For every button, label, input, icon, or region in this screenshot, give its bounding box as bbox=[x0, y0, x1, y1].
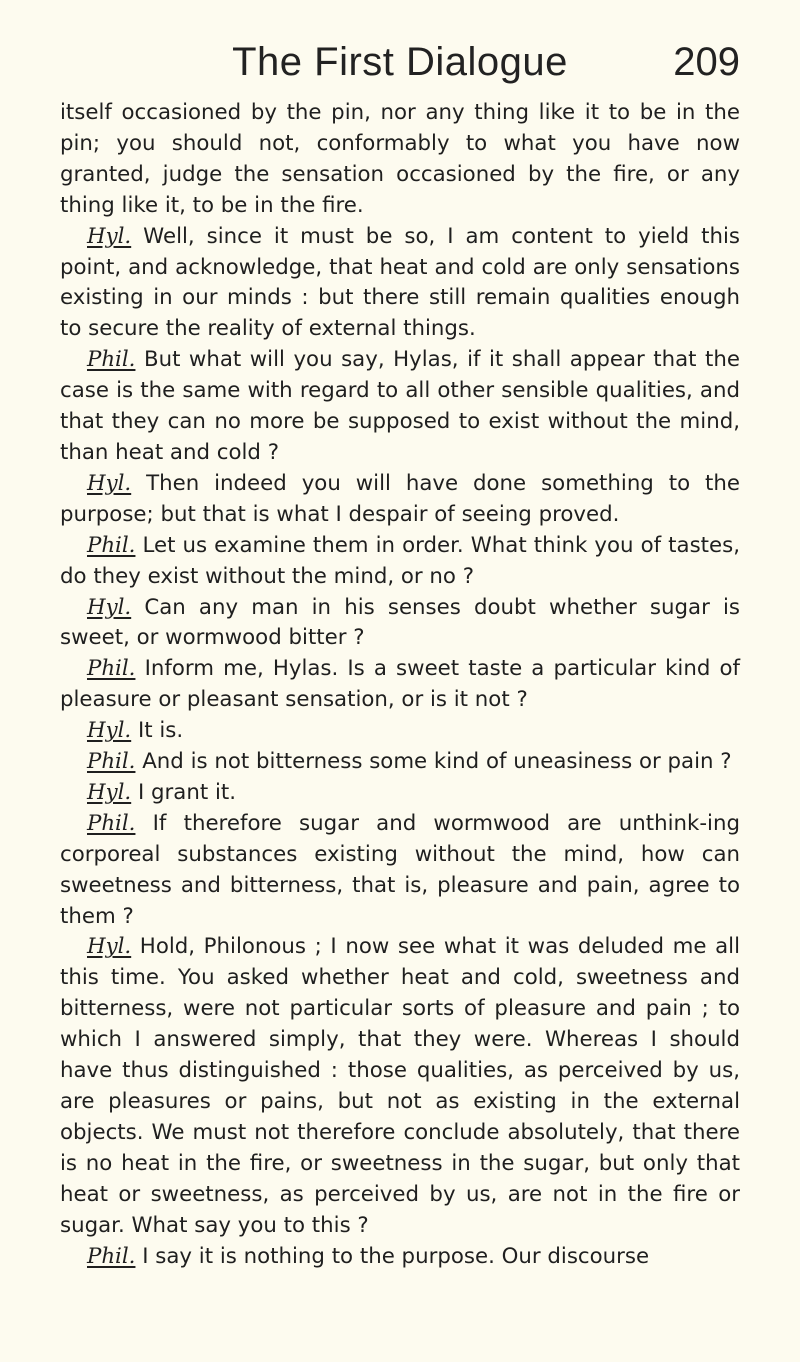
paragraph bbox=[60, 747, 740, 778]
speaker-label: Phil. bbox=[87, 810, 136, 836]
paragraph bbox=[60, 98, 740, 222]
paragraph bbox=[60, 1242, 740, 1273]
speaker-label: Phil. bbox=[87, 347, 136, 373]
paragraph bbox=[60, 716, 740, 747]
paragraph-text: Can any man in his senses doubt whether sugar is sweet, or wormwood bitter ? bbox=[60, 594, 740, 651]
paragraph-text: Then indeed you will have done something to the purpose; but that is what I despair of seeing proved. bbox=[60, 470, 740, 527]
speaker-label: Hyl. bbox=[87, 594, 132, 620]
paragraph-text: Well, since it must be so, I am content to yield this point, and acknowledge, that heat and cold are only sensations existing in our minds : but there still remain qualities enough to secure the reality of external things. bbox=[60, 223, 740, 342]
paragraph-text: Inform me, Hylas. Is a sweet taste a particular kind of pleasure or pleasant sensation, or is it not ? bbox=[60, 656, 740, 713]
paragraph-text: If therefore sugar and wormwood are unthink-ing corporeal substances existing without the mind, how can sweetness and bitterness, that is, pleasure and pain, agree to them ? bbox=[60, 810, 740, 929]
paragraph-text: I say it is nothing to the purpose. Our discourse bbox=[135, 1243, 650, 1269]
book-page bbox=[60, 40, 740, 1272]
chapter-title: The First Dialogue bbox=[232, 40, 568, 84]
paragraph-text: itself occasioned by the pin, nor any thing like it to be in the pin; you should not, conformably to what you have now granted, judge the sensation occasioned by the fire, or any thing like it, to be in the fire. bbox=[60, 100, 740, 218]
speaker-label: Hyl. bbox=[87, 779, 132, 805]
paragraph bbox=[60, 809, 740, 933]
speaker-label: Hyl. bbox=[87, 934, 132, 960]
paragraph-text: I grant it. bbox=[131, 779, 236, 805]
speaker-label: Hyl. bbox=[87, 223, 132, 249]
body-text bbox=[60, 98, 740, 1272]
speaker-label: Phil. bbox=[87, 656, 136, 682]
paragraph-text: Hold, Philonous ; I now see what it was deluded me all this time. You asked whether heat and cold, sweetness and bitterness, were not particular sorts of pleasure and pain ; to which I answered simply, that they were. Whereas I should have thus distinguished : those qualities, as perceived by us, are pleasures or pains, but not as existing in the external objects. We must not therefore conclude absolutely, that there is no heat in the fire, or sweetness in the sugar, but only that heat or sweetness, as perceived by us, are not in the fire or sugar. What say you to this ? bbox=[60, 934, 740, 1238]
speaker-label: Hyl. bbox=[87, 718, 132, 744]
speaker-label: Phil. bbox=[87, 532, 136, 558]
paragraph-text: But what will you say, Hylas, if it shall appear that the case is the same with regard to all other sensible qualities, and that they can no more be supposed to exist without the mind, than heat and cold ? bbox=[60, 347, 740, 465]
running-header bbox=[60, 40, 740, 96]
paragraph bbox=[60, 778, 740, 809]
paragraph-text: And is not bitterness some kind of uneasiness or pain ? bbox=[135, 749, 732, 775]
paragraph-text: It is. bbox=[131, 718, 184, 744]
paragraph bbox=[60, 932, 740, 1241]
paragraph bbox=[60, 469, 740, 531]
speaker-label: Hyl. bbox=[87, 470, 132, 496]
paragraph bbox=[60, 593, 740, 655]
paragraph bbox=[60, 345, 740, 469]
speaker-label: Phil. bbox=[87, 749, 136, 775]
paragraph-text: Let us examine them in order. What think you of tastes, do they exist without the mind, or no ? bbox=[60, 532, 740, 589]
paragraph bbox=[60, 531, 740, 593]
page-number: 209 bbox=[673, 40, 740, 84]
paragraph bbox=[60, 222, 740, 346]
speaker-label: Phil. bbox=[87, 1243, 136, 1269]
paragraph bbox=[60, 654, 740, 716]
